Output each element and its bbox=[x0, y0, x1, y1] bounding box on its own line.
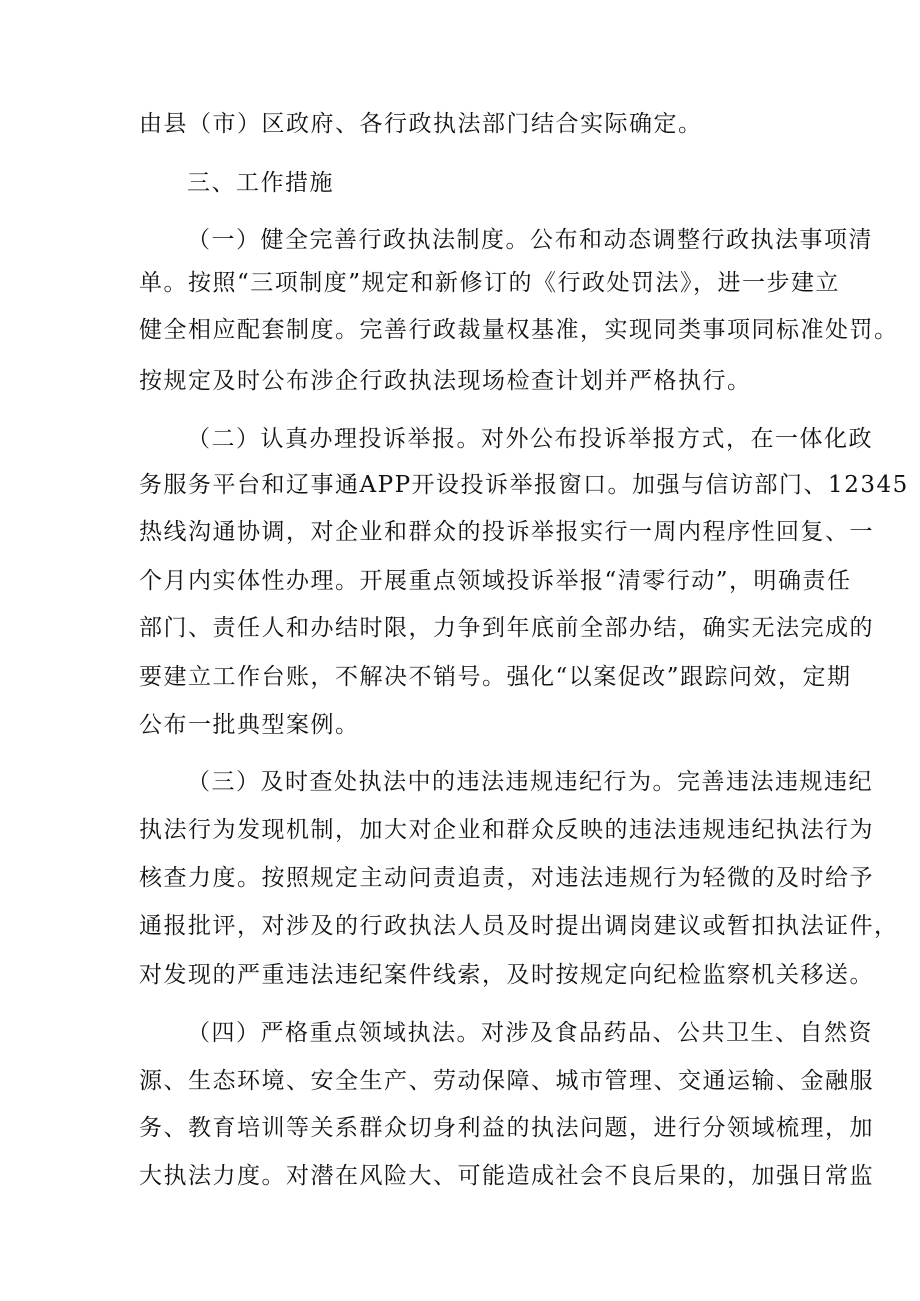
paragraph-line: 部门、责任人和办结时限，力争到年底前全部办结，确实无法完成的 bbox=[139, 615, 874, 641]
paragraph-line: 核查力度。按照规定主动问责追责，对违法违规行为轻微的及时给予 bbox=[139, 865, 874, 891]
paragraph-line: 健全相应配套制度。完善行政裁量权基准，实现同类事项同标准处罚。 bbox=[139, 317, 899, 343]
paragraph-line: 对发现的严重违法违纪案件线索，及时按规定向纪检监察机关移送。 bbox=[139, 962, 874, 988]
paragraph-line: （二）认真办理投诉举报。对外公布投诉举报方式，在一体化政 bbox=[187, 426, 873, 452]
paragraph-line: 务、教育培训等关系群众切身利益的执法问题，进行分领域梳理，加 bbox=[139, 1115, 874, 1141]
paragraph-line: （三）及时查处执法中的违法违规违纪行为。完善违法违规违纪 bbox=[187, 769, 873, 795]
paragraph-line: （四）严格重点领域执法。对涉及食品药品、公共卫生、自然资 bbox=[187, 1020, 873, 1046]
paragraph-line: 源、生态环境、安全生产、劳动保障、城市管理、交通运输、金融服 bbox=[139, 1068, 874, 1094]
paragraph-line: 大执法力度。对潜在风险大、可能造成社会不良后果的，加强日常监 bbox=[139, 1163, 874, 1189]
paragraph-line: 执法行为发现机制，加大对企业和群众反映的违法违规违纪执法行为 bbox=[139, 817, 874, 843]
paragraph-line: 单。按照“三项制度”规定和新修订的《行政处罚法》，进一步建立 bbox=[139, 270, 841, 296]
paragraph-line: 通报批评，对涉及的行政执法人员及时提出调岗建议或暂扣执法证件， bbox=[139, 913, 899, 939]
paragraph-line: 热线沟通协调，对企业和群众的投诉举报实行一周内程序性回复、一 bbox=[139, 519, 874, 545]
paragraph-line: （一）健全完善行政执法制度。公布和动态调整行政执法事项清 bbox=[187, 227, 873, 253]
paragraph-line: 个月内实体性办理。开展重点领域投诉举报“清零行动”，明确责任 bbox=[139, 568, 852, 594]
section-heading: 三、工作措施 bbox=[187, 170, 334, 196]
paragraph-line: 按规定及时公布涉企行政执法现场检查计划并严格执行。 bbox=[139, 368, 752, 394]
paragraph-line: 要建立工作台账，不解决不销号。强化“以案促改”跟踪问效，定期 bbox=[139, 664, 852, 690]
paragraph-line: 公布一批典型案例。 bbox=[139, 712, 360, 738]
paragraph-line: 由县（市）区政府、各行政执法部门结合实际确定。 bbox=[139, 111, 703, 137]
paragraph-line: 务服务平台和辽事通APP开设投诉举报窗口。加强与信访部门、12345 bbox=[139, 472, 909, 498]
